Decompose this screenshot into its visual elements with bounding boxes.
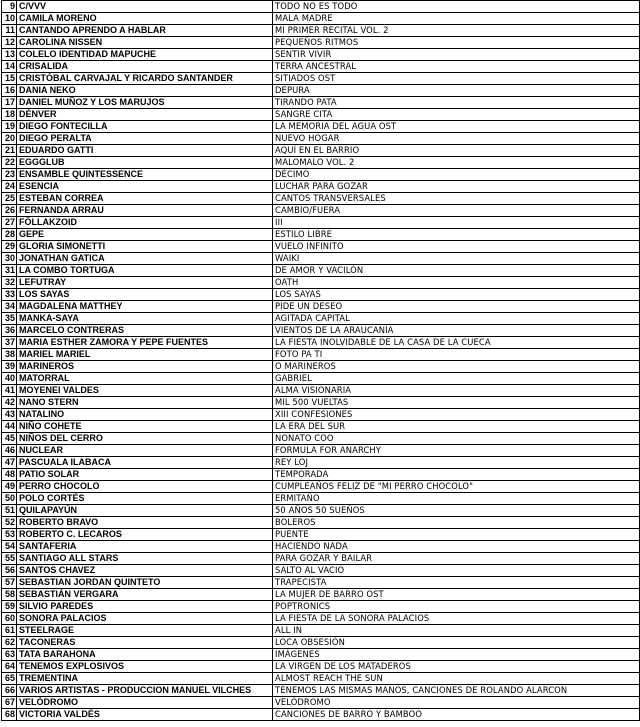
album-cell: POPTRONICS xyxy=(273,601,640,613)
album-cell: SANGRE CITA xyxy=(273,109,640,121)
row-number-cell: 68 xyxy=(2,709,17,721)
album-cell: PUENTE xyxy=(273,529,640,541)
row-number-cell: 17 xyxy=(2,97,17,109)
table-row xyxy=(2,457,640,469)
row-number-cell: 12 xyxy=(2,37,17,49)
artist-cell: MANKA-SAYA xyxy=(17,313,273,325)
artist-cell: GLORIA SIMONETTI xyxy=(17,241,273,253)
table-row xyxy=(2,661,640,673)
row-number-cell: 30 xyxy=(2,253,17,265)
table-row xyxy=(2,445,640,457)
row-number-cell: 18 xyxy=(2,109,17,121)
row-number-cell: 25 xyxy=(2,193,17,205)
album-cell: CANTOS TRANSVERSALES xyxy=(273,193,640,205)
row-number-cell: 60 xyxy=(2,613,17,625)
table-row xyxy=(2,217,640,229)
album-cell: BOLEROS xyxy=(273,517,640,529)
row-number-cell: 34 xyxy=(2,301,17,313)
table-row xyxy=(2,313,640,325)
artist-cell: DANIEL MUÑOZ Y LOS MARUJOS xyxy=(17,97,273,109)
artist-cell: POLO CORTÉS xyxy=(17,493,273,505)
artist-cell: SANTAFERIA xyxy=(17,541,273,553)
album-cell: REY LOJ xyxy=(273,457,640,469)
row-number-cell: 63 xyxy=(2,649,17,661)
album-cell: FOTO PA TI xyxy=(273,349,640,361)
album-cell: O MARINEROS xyxy=(273,361,640,373)
album-cell: TEMPORADA xyxy=(273,469,640,481)
row-number-cell: 28 xyxy=(2,229,17,241)
album-cell: ERMITAÑO xyxy=(273,493,640,505)
album-cell: NUEVO HOGAR xyxy=(273,133,640,145)
table-row xyxy=(2,409,640,421)
album-cell: LA MEMORIA DEL AGUA OST xyxy=(273,121,640,133)
artist-cell: ENSAMBLE QUINTESSENCE xyxy=(17,169,273,181)
table-row xyxy=(2,169,640,181)
table-row xyxy=(2,517,640,529)
table-row xyxy=(2,505,640,517)
album-cell: PIDE UN DESEO xyxy=(273,301,640,313)
table-row xyxy=(2,1,640,13)
table-row xyxy=(2,277,640,289)
row-number-cell: 57 xyxy=(2,577,17,589)
table-row xyxy=(2,241,640,253)
row-number-cell: 47 xyxy=(2,457,17,469)
artist-cell: MARCELO CONTRERAS xyxy=(17,325,273,337)
table-row xyxy=(2,337,640,349)
artist-cell: STEELRAGE xyxy=(17,625,273,637)
artist-cell: CRISALIDA xyxy=(17,61,273,73)
artist-cell: TREMENTINA xyxy=(17,673,273,685)
album-cell: VELÓDROMO xyxy=(273,697,640,709)
artist-cell: SEBASTIAN JORDAN QUINTETO xyxy=(17,577,273,589)
table-row xyxy=(2,265,640,277)
artist-cell: TATA BARAHONA xyxy=(17,649,273,661)
table-row xyxy=(2,25,640,37)
artist-cell: FERNANDA ARRAU xyxy=(17,205,273,217)
album-cell: TODO NO ES TODO xyxy=(273,1,640,13)
row-number-cell: 10 xyxy=(2,13,17,25)
artist-cell: MOYENEI VALDES xyxy=(17,385,273,397)
row-number-cell: 33 xyxy=(2,289,17,301)
artist-cell: NATALINO xyxy=(17,409,273,421)
album-cell: DÉCIMO xyxy=(273,169,640,181)
artist-cell: EDUARDO GATTI xyxy=(17,145,273,157)
album-cell: LA ERA DEL SUR xyxy=(273,421,640,433)
artist-cell: CAROLINA NISSEN xyxy=(17,37,273,49)
row-number-cell: 36 xyxy=(2,325,17,337)
row-number-cell: 45 xyxy=(2,433,17,445)
row-number-cell: 65 xyxy=(2,673,17,685)
table-row xyxy=(2,229,640,241)
row-number-cell: 14 xyxy=(2,61,17,73)
row-number-cell: 20 xyxy=(2,133,17,145)
artist-cell: DIEGO PERALTA xyxy=(17,133,273,145)
album-cell: FORMULA FOR ANARCHY xyxy=(273,445,640,457)
row-number-cell: 35 xyxy=(2,313,17,325)
table-row xyxy=(2,493,640,505)
table-row xyxy=(2,361,640,373)
album-cell: LOS SAYAS xyxy=(273,289,640,301)
table-row xyxy=(2,349,640,361)
album-cell: LA FIESTA DE LA SONORA PALACIOS xyxy=(273,613,640,625)
row-number-cell: 62 xyxy=(2,637,17,649)
table-row xyxy=(2,433,640,445)
table-row xyxy=(2,541,640,553)
artist-cell: COLELO IDENTIDAD MAPUCHE xyxy=(17,49,273,61)
album-cell: PEQUEÑOS RITMOS xyxy=(273,37,640,49)
album-cell: MALA MADRE xyxy=(273,13,640,25)
table-row xyxy=(2,97,640,109)
table-row xyxy=(2,697,640,709)
album-cell: VUELO INFINITO xyxy=(273,241,640,253)
table-row xyxy=(2,289,640,301)
table-row xyxy=(2,181,640,193)
table-row xyxy=(2,121,640,133)
table-row xyxy=(2,205,640,217)
table-row xyxy=(2,685,640,697)
album-cell: SENTIR VIVIR xyxy=(273,49,640,61)
artist-cell: ESENCIA xyxy=(17,181,273,193)
album-cell: ESTILO LIBRE xyxy=(273,229,640,241)
album-cell: WAIKI xyxy=(273,253,640,265)
album-cell: 50 AÑOS 50 SUEÑOS xyxy=(273,505,640,517)
artist-cell: FÖLLAKZOID xyxy=(17,217,273,229)
album-cell: ALMOST REACH THE SUN xyxy=(273,673,640,685)
row-number-cell: 13 xyxy=(2,49,17,61)
table-row xyxy=(2,145,640,157)
row-number-cell: 66 xyxy=(2,685,17,697)
artist-cell: MARINEROS xyxy=(17,361,273,373)
table-row xyxy=(2,469,640,481)
table-row xyxy=(2,397,640,409)
row-number-cell: 43 xyxy=(2,409,17,421)
table-row xyxy=(2,421,640,433)
artist-cell: LOS SAYAS xyxy=(17,289,273,301)
row-number-cell: 32 xyxy=(2,277,17,289)
artist-cell: MATORRAL xyxy=(17,373,273,385)
album-cell: LA FIESTA INOLVIDABLE DE LA CASA DE LA CUECA xyxy=(273,337,640,349)
album-cell: LA VIRGEN DE LOS MATADEROS xyxy=(273,661,640,673)
artist-cell: SONORA PALACIOS xyxy=(17,613,273,625)
table-row xyxy=(2,385,640,397)
row-number-cell: 21 xyxy=(2,145,17,157)
album-cell: ALMA VISIONARIA xyxy=(273,385,640,397)
artist-cell: GEPE xyxy=(17,229,273,241)
table-row xyxy=(2,649,640,661)
row-number-cell: 61 xyxy=(2,625,17,637)
row-number-cell: 9 xyxy=(2,1,17,13)
table-row xyxy=(2,481,640,493)
row-number-cell: 23 xyxy=(2,169,17,181)
artist-cell: LA COMBO TORTUGA xyxy=(17,265,273,277)
row-number-cell: 29 xyxy=(2,241,17,253)
artist-cell: MARIEL MARIEL xyxy=(17,349,273,361)
table-row xyxy=(2,301,640,313)
artist-cell: SANTIAGO ALL STARS xyxy=(17,553,273,565)
album-cell: GABRIEL xyxy=(273,373,640,385)
artist-cell: SEBASTIÁN VERGARA xyxy=(17,589,273,601)
row-number-cell: 64 xyxy=(2,661,17,673)
table-row xyxy=(2,253,640,265)
artist-cell: PASCUALA ILABACA xyxy=(17,457,273,469)
artist-cell: ESTEBAN CORREA xyxy=(17,193,273,205)
artist-cell: QUILAPAYÚN xyxy=(17,505,273,517)
table-row xyxy=(2,577,640,589)
table-row xyxy=(2,73,640,85)
artist-cell: MARIA ESTHER ZAMORA Y PEPE FUENTES xyxy=(17,337,273,349)
album-cell: MIL 500 VUELTAS xyxy=(273,397,640,409)
artist-cell: NANO STERN xyxy=(17,397,273,409)
row-number-cell: 52 xyxy=(2,517,17,529)
row-number-cell: 44 xyxy=(2,421,17,433)
album-cell: LOCA OBSESIÓN xyxy=(273,637,640,649)
row-number-cell: 46 xyxy=(2,445,17,457)
album-cell: DE AMOR Y VACILÓN xyxy=(273,265,640,277)
row-number-cell: 19 xyxy=(2,121,17,133)
artist-cell: PERRO CHOCOLO xyxy=(17,481,273,493)
artist-cell: NIÑOS DEL CERRO xyxy=(17,433,273,445)
album-cell: TENEMOS LAS MISMAS MANOS, CANCIONES DE ROLANDO ALARCON xyxy=(273,685,640,697)
row-number-cell: 24 xyxy=(2,181,17,193)
row-number-cell: 31 xyxy=(2,265,17,277)
row-number-cell: 55 xyxy=(2,553,17,565)
album-cell: TIRANDO PATA xyxy=(273,97,640,109)
album-cell: III xyxy=(273,217,640,229)
album-cell: IMÁGENES xyxy=(273,649,640,661)
row-number-cell: 51 xyxy=(2,505,17,517)
artist-cell: CAMILA MORENO xyxy=(17,13,273,25)
row-number-cell: 49 xyxy=(2,481,17,493)
row-number-cell: 58 xyxy=(2,589,17,601)
table-row xyxy=(2,637,640,649)
album-cell: CAMBIO/FUERA xyxy=(273,205,640,217)
album-cell: MI PRIMER RECITAL VOL. 2 xyxy=(273,25,640,37)
table-row xyxy=(2,529,640,541)
album-cell: HACIENDO NADA xyxy=(273,541,640,553)
artist-cell: PATIO SOLAR xyxy=(17,469,273,481)
table-body xyxy=(2,1,640,721)
album-cell: LUCHAR PARA GOZAR xyxy=(273,181,640,193)
artist-cell: DÉNVER xyxy=(17,109,273,121)
row-number-cell: 39 xyxy=(2,361,17,373)
row-number-cell: 40 xyxy=(2,373,17,385)
row-number-cell: 50 xyxy=(2,493,17,505)
album-cell: PARA GOZAR Y BAILAR xyxy=(273,553,640,565)
table-row xyxy=(2,133,640,145)
artist-cell: DIEGO FONTECILLA xyxy=(17,121,273,133)
row-number-cell: 56 xyxy=(2,565,17,577)
album-cell: LA MUJER DE BARRO OST xyxy=(273,589,640,601)
album-cell: MALOMALO VOL. 2 xyxy=(273,157,640,169)
album-cell: CUMPLEAÑOS FELIZ DE "MI PERRO CHOCOLO" xyxy=(273,481,640,493)
row-number-cell: 41 xyxy=(2,385,17,397)
artist-cell: NUCLEAR xyxy=(17,445,273,457)
album-cell: SALTO AL VACIO xyxy=(273,565,640,577)
artist-cell: VARIOS ARTISTAS - PRODUCCION MANUEL VILCHES xyxy=(17,685,273,697)
table-row xyxy=(2,37,640,49)
album-cell: OATH xyxy=(273,277,640,289)
album-cell: AGITADA CAPITAL xyxy=(273,313,640,325)
row-number-cell: 54 xyxy=(2,541,17,553)
album-cell: ALL IN xyxy=(273,625,640,637)
album-list-table xyxy=(1,0,640,721)
artist-cell: MAGDALENA MATTHEY xyxy=(17,301,273,313)
table-row xyxy=(2,13,640,25)
artist-cell: ROBERTO BRAVO xyxy=(17,517,273,529)
table-row xyxy=(2,613,640,625)
artist-cell: EGGGLUB xyxy=(17,157,273,169)
table-row xyxy=(2,157,640,169)
artist-cell: NIÑO COHETE xyxy=(17,421,273,433)
artist-cell: TENEMOS EXPLOSIVOS xyxy=(17,661,273,673)
row-number-cell: 59 xyxy=(2,601,17,613)
artist-cell: CRISTÓBAL CARVAJAL Y RICARDO SANTANDER xyxy=(17,73,273,85)
artist-cell: DANIA NEKO xyxy=(17,85,273,97)
album-cell: TRAPECISTA xyxy=(273,577,640,589)
album-cell: SITIADOS OST xyxy=(273,73,640,85)
table-row xyxy=(2,565,640,577)
artist-cell: VICTORIA VALDÉS xyxy=(17,709,273,721)
artist-cell: C/VVV xyxy=(17,1,273,13)
row-number-cell: 27 xyxy=(2,217,17,229)
table-row xyxy=(2,193,640,205)
artist-cell: SILVIO PAREDES xyxy=(17,601,273,613)
table-row xyxy=(2,589,640,601)
artist-cell: LEFUTRAY xyxy=(17,277,273,289)
artist-cell: TACONERAS xyxy=(17,637,273,649)
table-row xyxy=(2,373,640,385)
row-number-cell: 67 xyxy=(2,697,17,709)
row-number-cell: 15 xyxy=(2,73,17,85)
table-row xyxy=(2,61,640,73)
row-number-cell: 22 xyxy=(2,157,17,169)
row-number-cell: 42 xyxy=(2,397,17,409)
album-cell: VIENTOS DE LA ARAUCANÍA xyxy=(273,325,640,337)
artist-cell: VELÓDROMO xyxy=(17,697,273,709)
album-cell: CANCIONES DE BARRO Y BAMBOO xyxy=(273,709,640,721)
row-number-cell: 11 xyxy=(2,25,17,37)
row-number-cell: 53 xyxy=(2,529,17,541)
table-row xyxy=(2,85,640,97)
table-row xyxy=(2,49,640,61)
table-row xyxy=(2,109,640,121)
artist-cell: ROBERTO C. LECAROS xyxy=(17,529,273,541)
table-row xyxy=(2,601,640,613)
row-number-cell: 48 xyxy=(2,469,17,481)
table-row xyxy=(2,625,640,637)
artist-cell: JONATHAN GATICA xyxy=(17,253,273,265)
table-row xyxy=(2,553,640,565)
artist-cell: SANTOS CHAVEZ xyxy=(17,565,273,577)
row-number-cell: 26 xyxy=(2,205,17,217)
row-number-cell: 38 xyxy=(2,349,17,361)
album-cell: XIII CONFESIONES xyxy=(273,409,640,421)
table-row xyxy=(2,673,640,685)
album-cell: NONATO COO xyxy=(273,433,640,445)
row-number-cell: 16 xyxy=(2,85,17,97)
row-number-cell: 37 xyxy=(2,337,17,349)
table-row xyxy=(2,325,640,337)
artist-cell: CANTANDO APRENDO A HABLAR xyxy=(17,25,273,37)
album-cell: DEPURA xyxy=(273,85,640,97)
table-row xyxy=(2,709,640,721)
album-cell: AQUÍ EN EL BARRIO xyxy=(273,145,640,157)
album-cell: TERRA ANCESTRAL xyxy=(273,61,640,73)
